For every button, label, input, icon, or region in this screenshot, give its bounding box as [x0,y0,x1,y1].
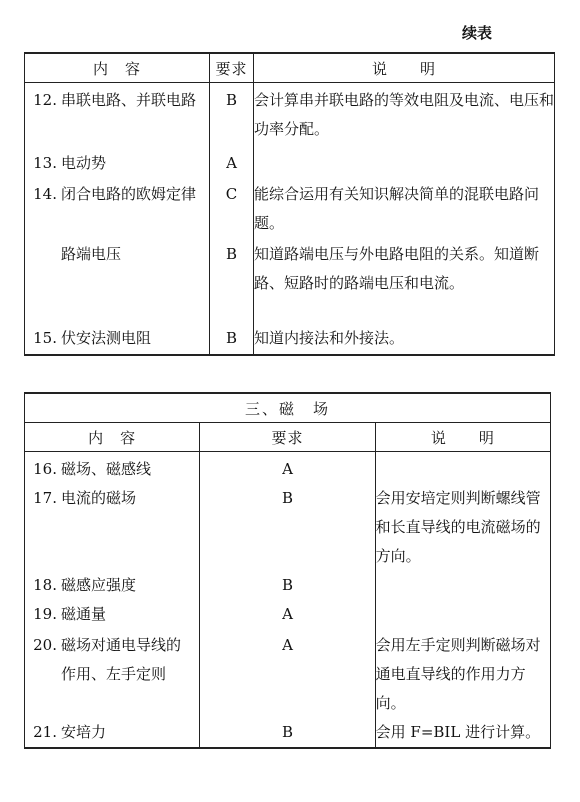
item-number: 19. [33,605,57,623]
item-requirement: A [210,147,254,178]
item-number: 15. [33,328,57,347]
item-content: 磁通量 [61,605,107,623]
table-row [25,718,551,748]
item-description: 知道内接法和外接法。 [254,324,555,355]
table-row [25,147,555,178]
item-content: 闭合电路的欧姆定律 [61,184,197,203]
item-content: 安培力 [61,723,107,741]
header-content: 内 容 [25,423,200,452]
item-requirement: B [200,718,375,748]
item-description: 会计算串并联电路的等效电阻及电流、电压和功率分配。 [254,83,555,147]
section-title-row [25,393,551,423]
magnetic-field-table [24,392,551,749]
item-number: 20. [33,636,57,654]
item-description: 会用 F=BIL 进行计算。 [375,718,550,748]
item-content: 伏安法测电阻 [61,328,152,347]
item-number: 17. [33,489,57,507]
item-requirement: C [210,178,254,240]
item-description: 会用安培定则判断螺线管和长直导线的电流磁场的方向。 [375,484,550,571]
item-number: 18. [33,576,57,594]
item-content: 串联电路、并联电路 [61,91,197,109]
section-title: 三、磁 场 [25,393,551,423]
item-requirement: B [210,240,254,324]
item-description: 能综合运用有关知识解决简单的混联电路问题。 [254,178,555,240]
table-row [25,452,551,485]
table-row [25,600,551,629]
item-number: 21. [33,723,57,741]
item-description: 知道路端电压与外电路电阻的关系。知道断路、短路时的路端电压和电流。 [254,240,555,324]
table-row [25,629,551,718]
item-description [375,452,550,485]
item-requirement: B [200,571,375,600]
item-content: 磁场对通电导线的作用、左手定则 [61,636,182,683]
item-requirement: B [200,484,375,571]
item-number [25,240,61,269]
item-requirement: A [200,629,375,718]
item-content: 电流的磁场 [61,489,137,507]
item-number: 16. [33,460,57,478]
item-content: 磁场、磁感线 [61,460,152,478]
header-content: 内 容 [25,53,210,83]
item-content: 磁感应强度 [61,576,137,594]
table-header-row [25,423,551,452]
requirements-table-continued [24,52,555,356]
table-row [25,484,551,571]
table-row [25,324,555,355]
table-row [25,83,555,147]
item-description [254,147,555,178]
item-requirement: A [200,452,375,485]
table-row [25,240,555,324]
item-number: 14. [33,184,57,203]
header-requirement: 要求 [200,423,375,452]
header-description: 说 明 [375,423,550,452]
item-number: 13. [33,153,57,172]
item-requirement: B [210,324,254,355]
item-description [375,571,550,600]
continued-label: 续表 [462,24,493,42]
item-content: 路端电压 [61,244,122,263]
item-number: 12. [33,91,57,109]
header-description: 说 明 [254,53,555,83]
item-content: 电动势 [61,153,107,172]
item-description: 会用左手定则判断磁场对通电直导线的作用力方向。 [375,629,550,718]
table-row [25,571,551,600]
table-row [25,178,555,240]
item-requirement: A [200,600,375,629]
item-description [375,600,550,629]
table-header-row [25,53,555,83]
header-requirement: 要求 [210,53,254,83]
item-requirement: B [210,83,254,147]
